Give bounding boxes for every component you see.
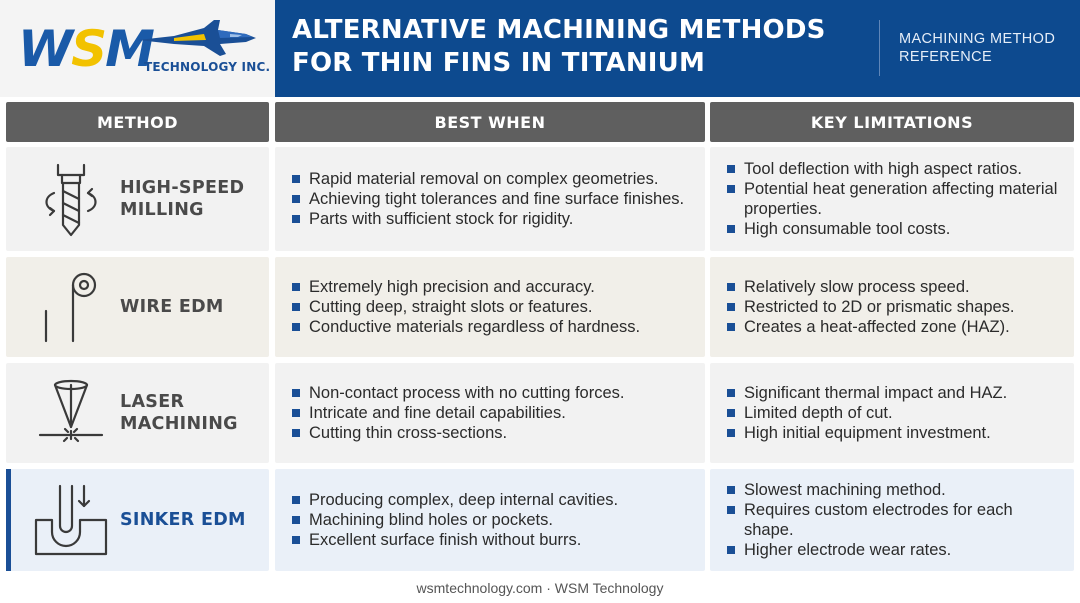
- limitations-cell-high-speed-milling: [710, 147, 1074, 251]
- best-when-cell-sinker-edm: [275, 469, 705, 571]
- list-item: High initial equipment investment.: [724, 423, 1066, 443]
- logo-wordmark: WSM: [18, 20, 153, 78]
- limitations-list: [724, 480, 1066, 560]
- list-item: Parts with sufficient stock for rigidity.: [289, 209, 697, 229]
- list-item: Significant thermal impact and HAZ.: [724, 383, 1066, 403]
- title-line-2: FOR THIN FINS IN TITANIUM: [292, 48, 706, 78]
- method-cell-sinker-edm: [6, 469, 269, 571]
- method-cell-wire-edm: [6, 257, 269, 357]
- method-name-line-1: HIGH-SPEED: [120, 178, 245, 198]
- logo-subtitle: TECHNOLOGY INC.: [144, 60, 271, 74]
- method-name-line-1: WIRE EDM: [120, 297, 224, 317]
- list-item: Potential heat generation affecting material properties.: [724, 179, 1066, 219]
- method-name: [120, 296, 224, 318]
- limitations-list: [724, 383, 1066, 443]
- limitations-cell-sinker-edm: [710, 469, 1074, 571]
- list-item: Producing complex, deep internal cavities.: [289, 490, 697, 510]
- best-when-cell-high-speed-milling: [275, 147, 705, 251]
- best-when-list: [289, 277, 697, 337]
- limitations-cell-wire-edm: [710, 257, 1074, 357]
- list-item: Tool deflection with high aspect ratios.: [724, 159, 1066, 179]
- method-name: [120, 391, 238, 435]
- method-name-line-2: MILLING: [120, 200, 204, 220]
- best-when-list: [289, 169, 697, 229]
- method-name-line-1: LASER: [120, 392, 185, 412]
- logo: [0, 0, 275, 97]
- column-header-limitations: KEY LIMITATIONS: [710, 102, 1074, 142]
- list-item: Extremely high precision and accuracy.: [289, 277, 697, 297]
- list-item: Excellent surface finish without burrs.: [289, 530, 697, 550]
- best-when-list: [289, 490, 697, 550]
- list-item: Achieving tight tolerances and fine surface finishes.: [289, 189, 697, 209]
- list-item: Non-contact process with no cutting forces.: [289, 383, 697, 403]
- reference-label: [899, 30, 1079, 66]
- list-item: Conductive materials regardless of hardness.: [289, 317, 697, 337]
- limitations-cell-laser-machining: [710, 363, 1074, 463]
- reference-line-1: MACHINING METHOD: [899, 31, 1056, 47]
- footer-source: wsmtechnology.com · WSM Technology: [416, 580, 664, 596]
- laser-beam-icon: [26, 373, 116, 453]
- title-divider: [879, 20, 880, 76]
- list-item: Relatively slow process speed.: [724, 277, 1066, 297]
- limitations-list: [724, 159, 1066, 239]
- jet-icon: [134, 16, 258, 60]
- list-item: Cutting deep, straight slots or features.: [289, 297, 697, 317]
- header: [0, 0, 1080, 97]
- list-item: Limited depth of cut.: [724, 403, 1066, 423]
- list-item: Cutting thin cross-sections.: [289, 423, 697, 443]
- title-banner: [275, 0, 1080, 97]
- list-item: Intricate and fine detail capabilities.: [289, 403, 697, 423]
- column-header-method: METHOD: [6, 102, 269, 142]
- method-name: [120, 177, 244, 221]
- method-name-line-1: SINKER EDM: [120, 510, 246, 530]
- list-item: Rapid material removal on complex geometries.: [289, 169, 697, 189]
- sinker-electrode-icon: [26, 480, 116, 560]
- best-when-cell-wire-edm: [275, 257, 705, 357]
- list-item: Requires custom electrodes for each shape.: [724, 500, 1066, 540]
- title-line-1: ALTERNATIVE MACHINING METHODS: [292, 15, 826, 45]
- list-item: Creates a heat-affected zone (HAZ).: [724, 317, 1066, 337]
- reference-line-2: REFERENCE: [899, 49, 993, 65]
- milling-drill-icon: [26, 159, 116, 239]
- highlight-accent-bar: [6, 469, 11, 571]
- list-item: Higher electrode wear rates.: [724, 540, 1066, 560]
- wire-spool-icon: [26, 267, 116, 347]
- list-item: Restricted to 2D or prismatic shapes.: [724, 297, 1066, 317]
- list-item: Machining blind holes or pockets.: [289, 510, 697, 530]
- page-title: [292, 14, 882, 80]
- list-item: Slowest machining method.: [724, 480, 1066, 500]
- best-when-list: [289, 383, 697, 443]
- method-name-line-2: MACHINING: [120, 414, 238, 434]
- method-cell-high-speed-milling: [6, 147, 269, 251]
- method-cell-laser-machining: [6, 363, 269, 463]
- method-name: [120, 509, 246, 531]
- limitations-list: [724, 277, 1066, 337]
- column-header-best-when: BEST WHEN: [275, 102, 705, 142]
- best-when-cell-laser-machining: [275, 363, 705, 463]
- list-item: High consumable tool costs.: [724, 219, 1066, 239]
